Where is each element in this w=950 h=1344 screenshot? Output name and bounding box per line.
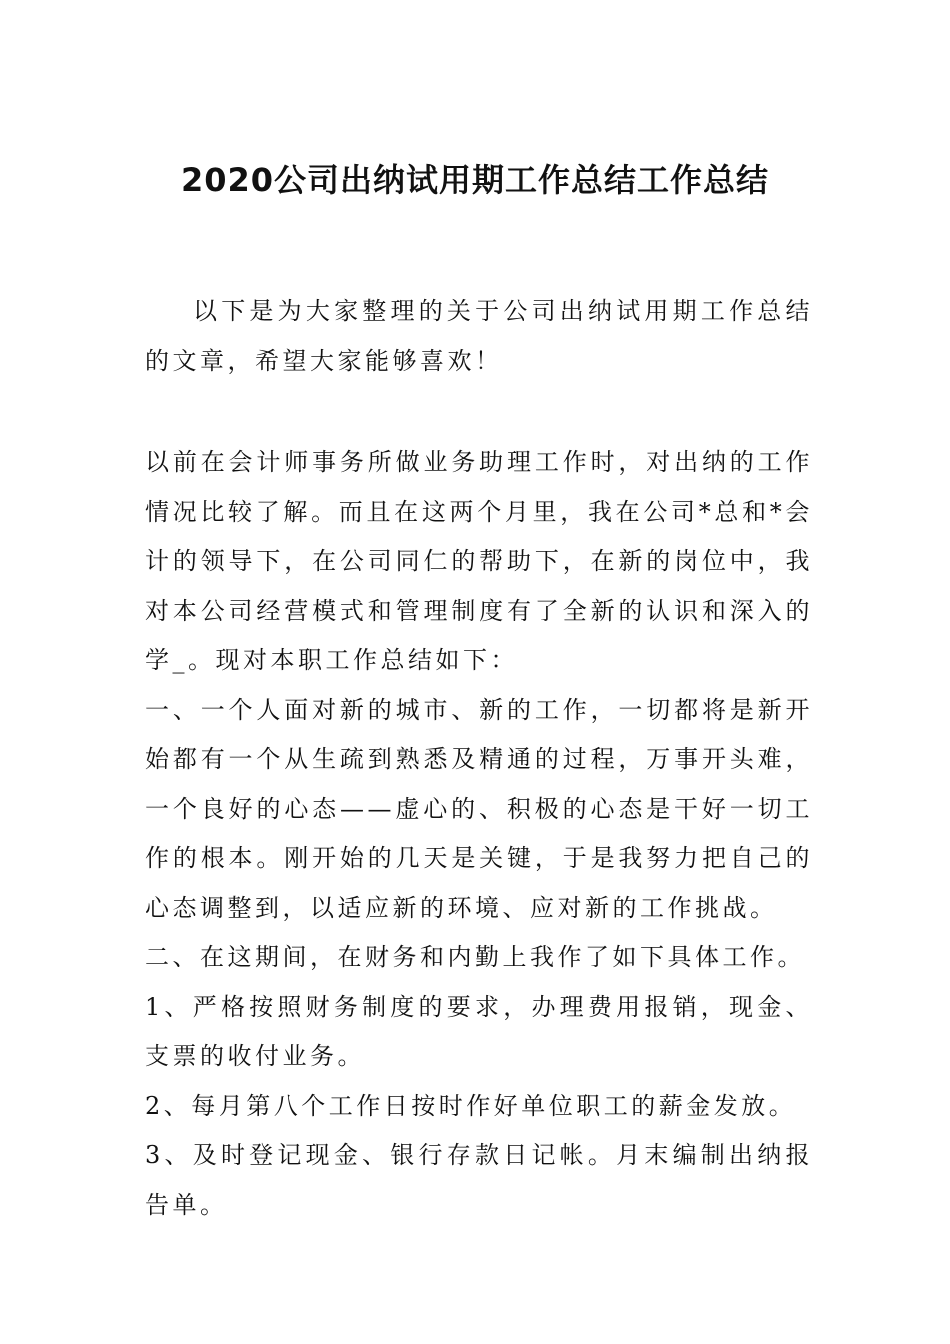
list-item-3: 3、及时登记现金、银行存款日记帐。月末编制出纳报告单。 xyxy=(145,1141,813,1219)
paragraph-section-two: 二、在这期间，在财务和内勤上我作了如下具体工作。 xyxy=(145,943,805,971)
document-body xyxy=(145,438,813,1230)
paragraph-section-one: 一、一个人面对新的城市、新的工作，一切都将是新开始都有一个从生疏到熟悉及精通的过程，万事开头难，一个良好的心态——虚心的、积极的心态是干好一切工作的根本。刚开始的几天是关键，于是我努力把自己的心态调整到，以适应新的环境、应对新的工作挑战。 xyxy=(145,695,813,922)
list-item-2: 2、每月第八个工作日按时作好单位职工的薪金发放。 xyxy=(145,1091,797,1120)
document-title: 2020公司出纳试用期工作总结工作总结 xyxy=(180,161,770,199)
intro-paragraph: 以下是为大家整理的关于公司出纳试用期工作总结的文章，希望大家能够喜欢！ xyxy=(145,297,813,375)
list-item-1: 1、严格按照财务制度的要求，办理费用报销，现金、支票的收付业务。 xyxy=(145,992,813,1070)
paragraph-background: 以前在会计师事务所做业务助理工作时，对出纳的工作情况比较了解。而且在这两个月里，我在公司*总和*会计的领导下，在公司同仁的帮助下，在新的岗位中，我对本公司经营模式和管理制度有了全新的认识和深入的学_。现对本职工作总结如下： xyxy=(145,448,813,674)
